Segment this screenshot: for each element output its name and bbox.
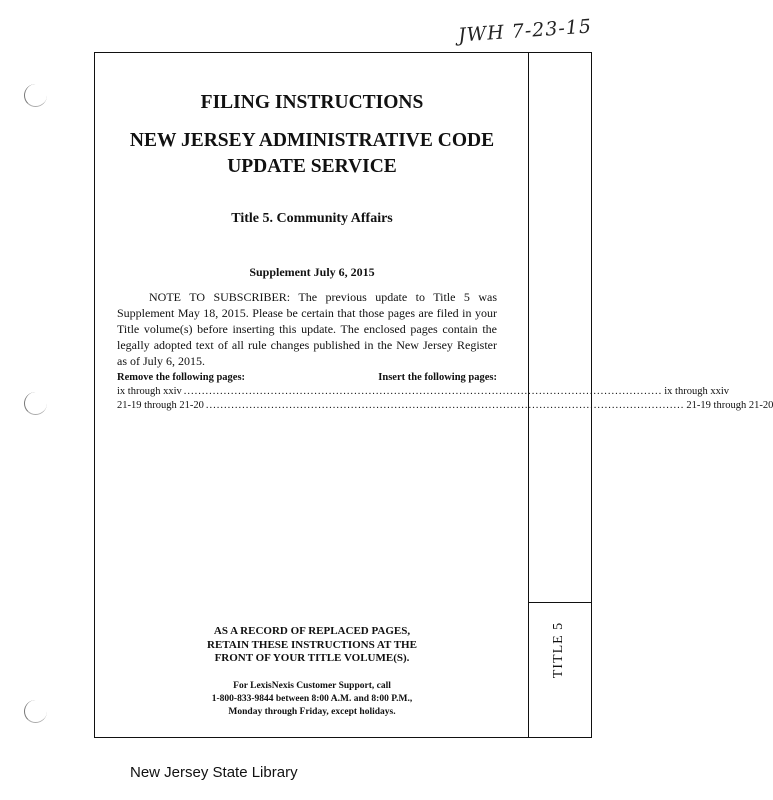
binder-hole bbox=[24, 700, 47, 723]
table-row bbox=[117, 386, 729, 397]
insert-pages: 21-19 through 21-20 bbox=[686, 400, 773, 411]
support-line: For LexisNexis Customer Support, call bbox=[233, 681, 391, 691]
title-heading: Title 5. Community Affairs bbox=[231, 211, 393, 226]
leader-dots: .................................................................................................................................... bbox=[205, 400, 685, 411]
remove-pages: ix through xxiv bbox=[117, 386, 182, 397]
binder-hole bbox=[24, 392, 47, 415]
subtitle-line: UPDATE SERVICE bbox=[227, 156, 397, 177]
title-tab-label: TITLE 5 bbox=[551, 621, 566, 679]
subscriber-note: NOTE TO SUBSCRIBER: The previous update to Title 5 was Supplement May 18, 2015. Please be certain that those pages are filed in your Title volume(s) before inserting this update. The enclosed pages contain the legally adopted text of all rule changes published in the New Jersey Register as of July 6, 2015. bbox=[117, 290, 497, 368]
remove-header: Remove the following pages: bbox=[117, 372, 246, 383]
customer-support bbox=[100, 680, 524, 719]
record-line: AS A RECORD OF REPLACED PAGES, bbox=[213, 625, 411, 637]
record-line: RETAIN THESE INSTRUCTIONS AT THE bbox=[207, 638, 417, 651]
supplement-date: Supplement July 6, 2015 bbox=[249, 265, 375, 279]
leader-dots: .................................................................................................................................... bbox=[183, 386, 663, 397]
insert-header: Insert the following pages: bbox=[378, 372, 497, 383]
subtitle-line: NEW JERSEY ADMINISTRATIVE CODE bbox=[129, 130, 495, 151]
insert-pages: ix through xxiv bbox=[664, 386, 729, 397]
filing-table-header bbox=[117, 372, 497, 383]
table-row bbox=[117, 400, 773, 411]
record-instructions bbox=[100, 625, 524, 666]
page-subtitle bbox=[100, 128, 524, 180]
binder-hole bbox=[24, 84, 47, 107]
support-line: 1-800-833-9844 between 8:00 A.M. and 8:00 P.M., bbox=[211, 694, 413, 704]
tab-divider-horizontal bbox=[528, 602, 592, 603]
record-line: FRONT OF YOUR TITLE VOLUME(S). bbox=[214, 652, 410, 664]
remove-pages: 21-19 through 21-20 bbox=[117, 400, 204, 411]
page-title: FILING INSTRUCTIONS bbox=[200, 92, 424, 113]
handwritten-annotation: JWH 7-23-15 bbox=[457, 15, 593, 47]
support-line: Monday through Friday, except holidays. bbox=[228, 707, 396, 717]
library-footer: New Jersey State Library bbox=[130, 764, 298, 781]
